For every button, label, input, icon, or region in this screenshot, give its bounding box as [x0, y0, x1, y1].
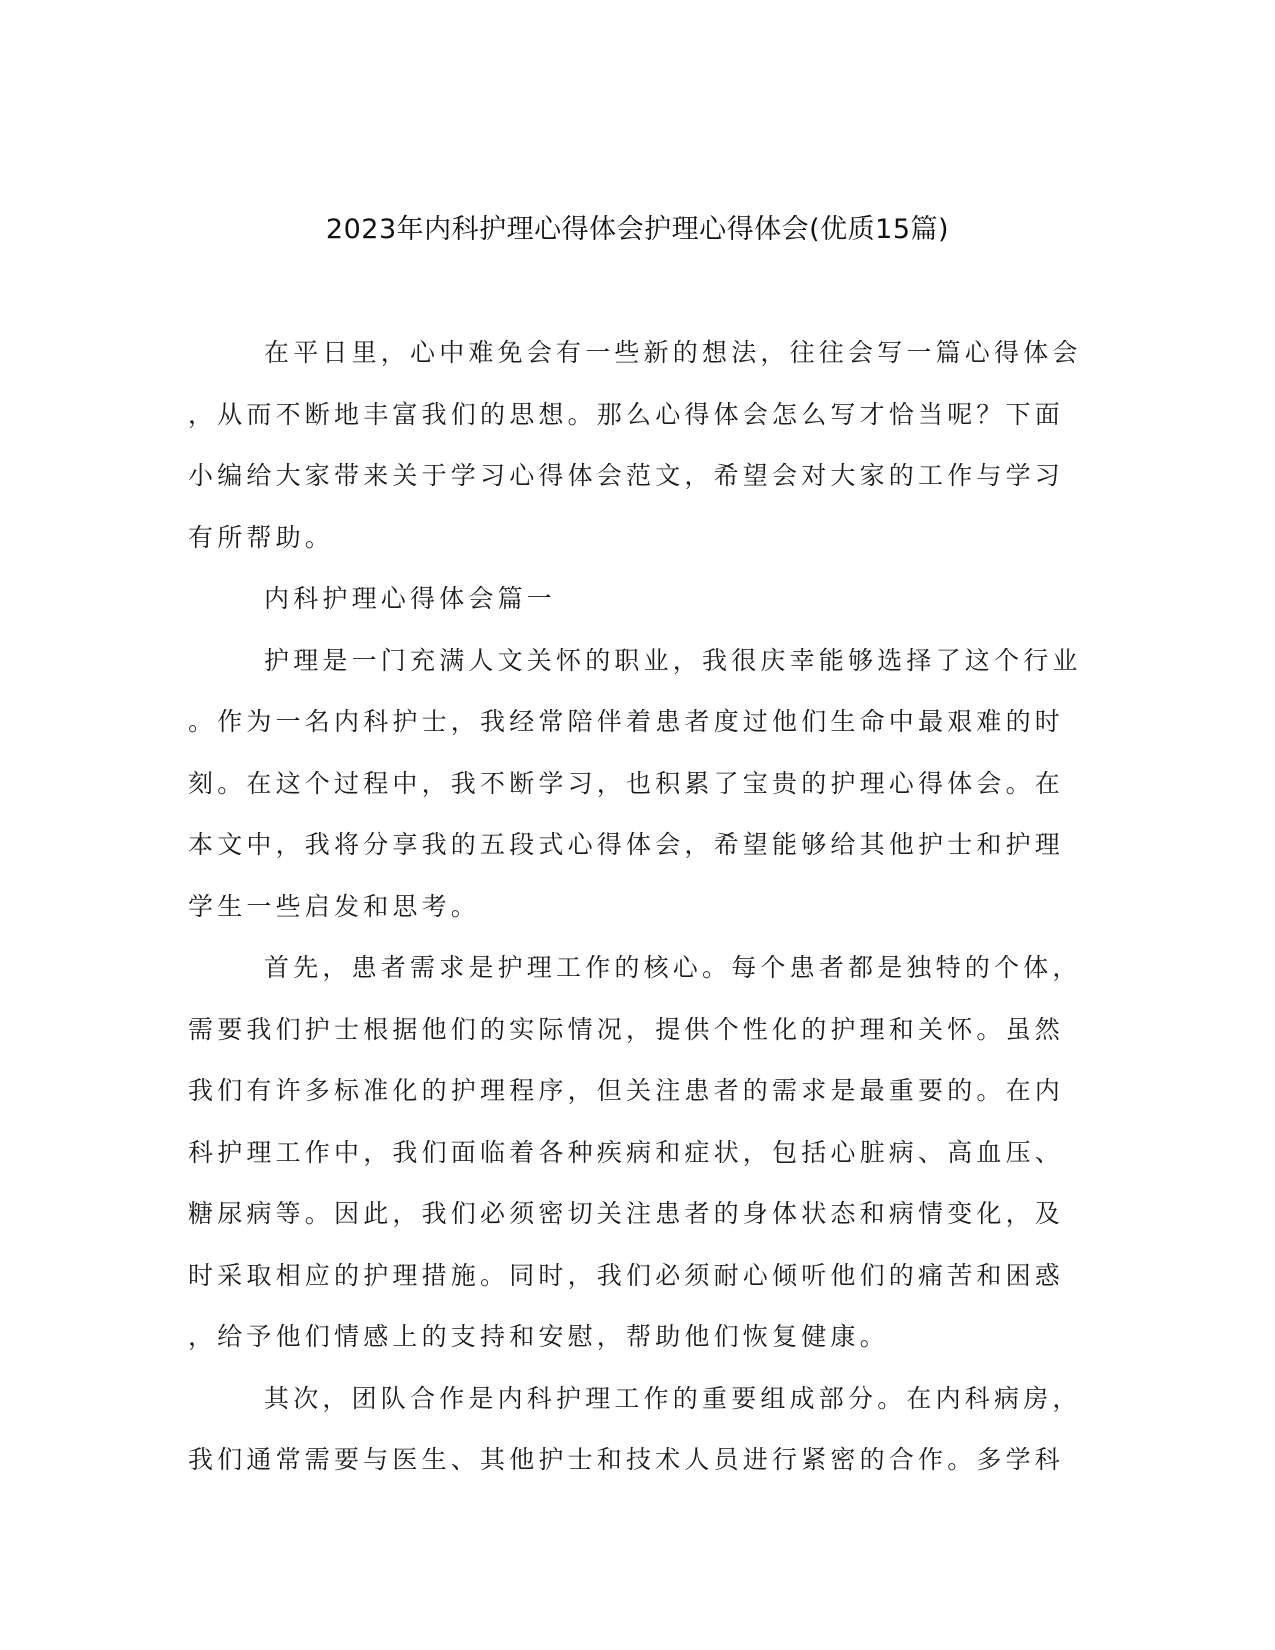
paragraph-intro [188, 322, 1088, 568]
text-line: 刻。在这个过程中，我不断学习，也积累了宝贵的护理心得体会。在 [188, 768, 1065, 798]
paragraph-nursing-profession [188, 630, 1088, 938]
document-body [188, 322, 1088, 1491]
document-title: 2023年内科护理心得体会护理心得体会(优质15篇) [325, 214, 950, 245]
paragraph-teamwork [188, 1368, 1088, 1491]
text-line: 学生一些启发和思考。 [188, 891, 481, 921]
paragraph-patient-needs [188, 937, 1088, 1368]
text-line: 在平日里，心中难免会有一些新的想法，往往会写一篇心得体会 [264, 338, 1082, 367]
text-line: 。作为一名内科护士，我经常陪伴着患者度过他们生命中最艰难的时 [188, 707, 1065, 736]
text-line: 有所帮助。 [188, 522, 335, 552]
text-line: 护理是一门充满人文关怀的职业，我很庆幸能够选择了这个行业 [264, 645, 1082, 675]
text-line: 其次，团队合作是内科护理工作的重要组成部分。在内科病房， [264, 1383, 1082, 1413]
text-line: 时采取相应的护理措施。同时，我们必须耐心倾听他们的痛苦和困惑 [188, 1260, 1065, 1290]
text-line: 小编给大家带来关于学习心得体会范文，希望会对大家的工作与学习 [188, 461, 1065, 490]
text-line: 首先，患者需求是护理工作的核心。每个患者都是独特的个体， [264, 953, 1082, 982]
text-line: 糖尿病等。因此，我们必须密切关注患者的身体状态和病情变化，及 [188, 1199, 1065, 1228]
text-line: 需要我们护士根据他们的实际情况，提供个性化的护理和关怀。虽然 [188, 1014, 1065, 1044]
text-line: 科护理工作中，我们面临着各种疾病和症状，包括心脏病、高血压、 [188, 1137, 1065, 1167]
text-line: 我们通常需要与医生、其他护士和技术人员进行紧密的合作。多学科 [188, 1445, 1065, 1474]
section-heading [188, 568, 1088, 630]
text-line: ，给予他们情感上的支持和安慰，帮助他们恢复健康。 [188, 1322, 889, 1351]
text-line: 我们有许多标准化的护理程序，但关注患者的需求是最重要的。在内 [188, 1076, 1065, 1105]
text-line: ，从而不断地丰富我们的思想。那么心得体会怎么写才恰当呢？下面 [188, 399, 1065, 429]
heading-text: 内科护理心得体会篇一 [264, 584, 557, 613]
text-line: 本文中，我将分享我的五段式心得体会，希望能够给其他护士和护理 [188, 830, 1065, 859]
